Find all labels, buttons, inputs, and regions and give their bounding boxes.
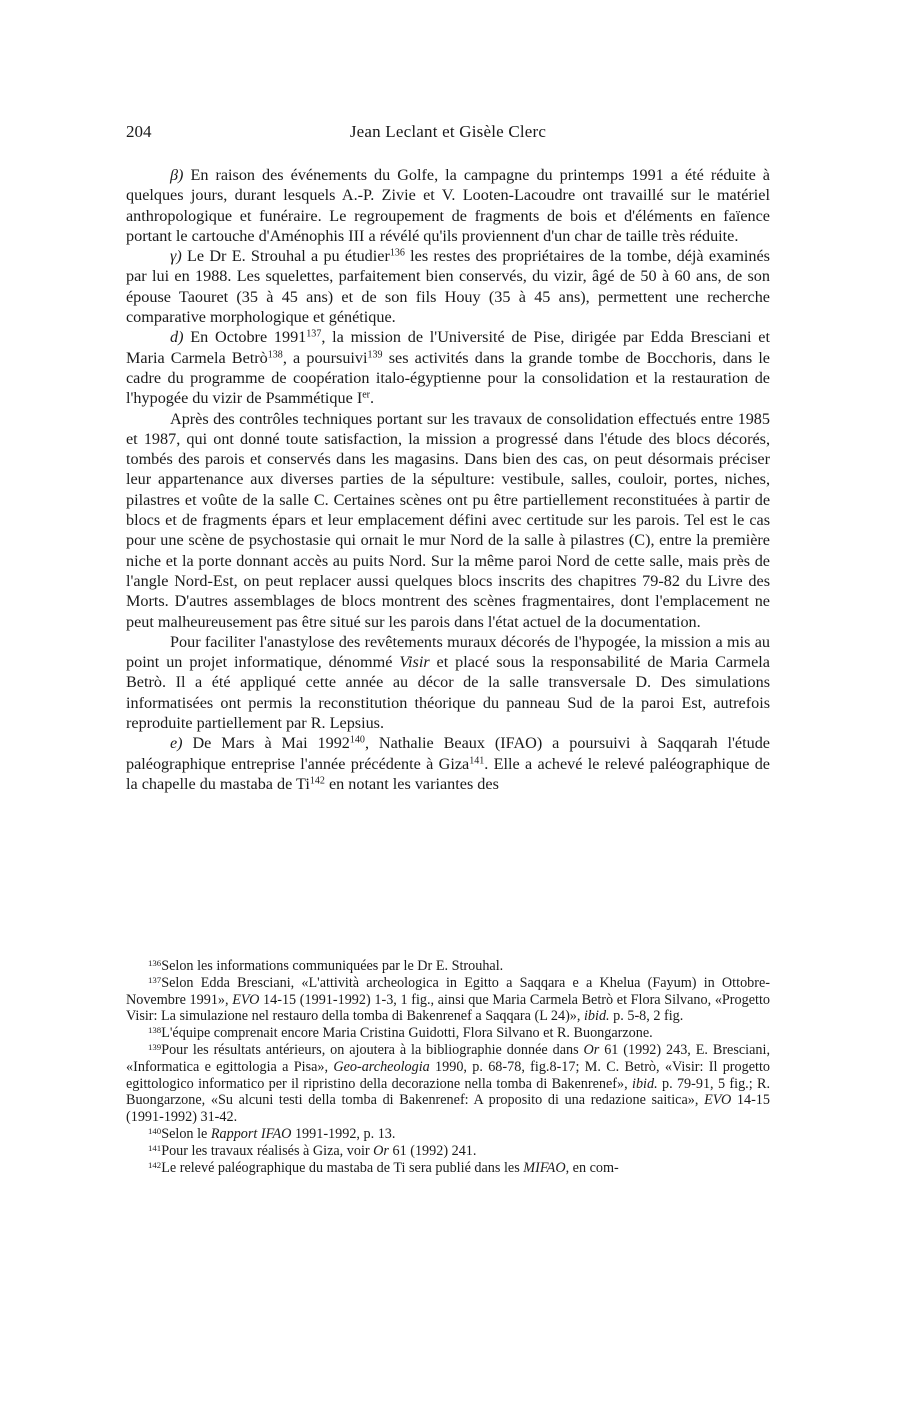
text-run: Selon Edda Bresciani, «L'attività archeologica in Egitto a Saqqara e a Khelua (Fayum) in Ottobre-Novembre 1991», xyxy=(126,974,770,1008)
body-paragraph xyxy=(126,165,770,246)
text-run: En raison des événements du Golfe, la campagne du printemps 1991 a été réduite à quelques jours, durant lesquels A.-P. Zivie et V. Looten-Lacoudre ont travaillé sur le matériel anthropologique et funéraire. Le regroupement de fragments de bois et d'éléments en faïence portant le cartouche d'Aménophis III a révélé qu'ils proviennent d'un char de taille très réduite. xyxy=(126,166,770,245)
text-run: 14-15 (1991-1992) 31-42. xyxy=(126,1092,770,1126)
text-run: Selon le xyxy=(161,1125,211,1142)
text-run: les restes des propriétaires de la tombe, déjà examinés par lui en 1988. Les squelettes, parfaitement bien conservés, du vizir, âgé de 50 à 60 ans, de son épouse Taouret (35 à 45 ans) et de son fils Houy (35 à 45 ans), permettent une recherche comparative morphologique et génétique. xyxy=(126,247,770,327)
footnote-ref: 139 xyxy=(367,349,383,361)
text-run: 14-15 (1991-1992) 1-3, 1 fig., ainsi que Maria Carmela Betrò et Flora Silvano, «Progetto Visir: La simulazione nel restauro della tomba di Bakenrenef a Saqqara (L 24)», xyxy=(126,991,770,1025)
footnote-136 xyxy=(126,958,770,975)
text-run: Le Dr E. Strouhal a pu étudier xyxy=(181,247,390,266)
body-text xyxy=(126,165,770,794)
footnote-ref: 140 xyxy=(349,734,365,746)
footnote-number: 137 xyxy=(148,974,162,985)
text-run: Pour faciliter l'anastylose des revêtements muraux décorés de l'hypogée, la mission a mis au point un projet informatique, dénommé xyxy=(126,632,770,672)
text-run: Après des contrôles techniques portant sur les travaux de consolidation effectués entre 1985 et 1987, qui ont donné toute satisfaction, la mission a progressé dans l'étude des blocs décorés, tombés des parois et conservés dans les magasins. Dans bien des cas, on peut désormais préciser leur appartenance aux diverses parties de la sépulture: vestibule, salles, couloir, portes, niches, pilastres et voûte de la salle C. Certaines scènes ont pu être partiellement reconstituées à partir de blocs et de fragments épars et leur emplacement défini avec certitude sur les parois. Tel est le cas pour une scène de psychostasie qui ornait le mur Nord de la salle à pilastres (C), entre la première niche et la porte donnant accès au puits Nord. Sur la même paroi Nord de cette salle, mais près de l'angle Nord-Est, on peut replacer aussi quelques blocs inscrits des chapitres 79-82 du Livre des Morts. D'autres assemblages de blocs montrent des scènes fragmentaires, dont l'emplacement ne peut malheureusement pas être situé sur les parois dans l'état actuel de la documentation. xyxy=(126,409,770,631)
body-paragraph xyxy=(126,409,770,632)
text-run: p. 79-91, 5 fig.; R. Buongarzone, «Su alcuni testi della tomba di Bakenrenef: A proposito di una redazione saitica», xyxy=(126,1075,771,1109)
text-run: 1991-1992, p. 13. xyxy=(291,1125,396,1142)
footnote-ref: er xyxy=(362,389,371,401)
text-run: Pour les travaux réalisés à Giza, voir xyxy=(161,1142,374,1159)
footnote-ref: 137 xyxy=(306,328,322,340)
text-run: 61 (1992) 243, E. Bresciani, «Informatica e egittologia a Pisa», xyxy=(126,1041,770,1075)
text-run: p. 5-8, 2 fig. xyxy=(609,1008,684,1025)
italic-text: ibid. xyxy=(632,1075,658,1092)
paragraph-marker: e) xyxy=(170,734,183,753)
paragraph-marker: γ) xyxy=(170,247,182,266)
text-run: Selon les informations communiquées par le Dr E. Strouhal. xyxy=(161,958,504,974)
italic-text: Geo-archeologia xyxy=(333,1058,430,1075)
page-number: 204 xyxy=(126,122,152,141)
footnote-137 xyxy=(126,975,770,1025)
italic-text: MIFAO xyxy=(523,1159,566,1176)
body-paragraph xyxy=(126,733,770,794)
text-run: 61 (1992) 241. xyxy=(388,1142,477,1159)
text-run: En Octobre 1991 xyxy=(183,328,307,347)
text-run: , la mission de l'Université de Pise, dirigée par Edda Bresciani et Maria Carmela Betrò xyxy=(126,328,770,367)
running-header xyxy=(126,122,770,144)
text-run: en notant les variantes des xyxy=(324,774,499,793)
body-paragraph xyxy=(126,632,770,733)
footnote-number: 142 xyxy=(148,1159,162,1170)
text-run: L'équipe comprenait encore Maria Cristina Guidotti, Flora Silvano et R. Buongarzone. xyxy=(161,1025,653,1042)
footnote-139 xyxy=(126,1042,770,1126)
footnote-140 xyxy=(126,1126,770,1143)
footnote-number: 139 xyxy=(148,1042,162,1053)
paragraph-marker: β) xyxy=(170,166,184,184)
footnote-ref: 142 xyxy=(309,775,325,787)
italic-text: EVO xyxy=(704,1092,732,1109)
footnote-142 xyxy=(126,1160,770,1177)
footnote-141 xyxy=(126,1143,770,1160)
footnote-ref: 141 xyxy=(469,755,485,767)
text-run: . Elle a achevé le relevé paléographique de la chapelle du mastaba de Ti xyxy=(126,754,770,793)
text-run: Le relevé paléographique du mastaba de Ti sera publié dans les xyxy=(161,1159,524,1176)
footnote-ref: 136 xyxy=(389,247,405,259)
italic-text: EVO xyxy=(232,991,260,1008)
text-run: . xyxy=(370,389,375,408)
italic-text: Visir xyxy=(399,653,430,672)
footnote-138 xyxy=(126,1025,770,1042)
paragraph-marker: d) xyxy=(170,328,184,347)
text-run: Pour les résultats antérieurs, on ajoutera à la bibliographie donnée dans xyxy=(161,1041,584,1058)
footnote-number: 141 xyxy=(148,1142,162,1153)
footnote-number: 140 xyxy=(148,1126,162,1137)
footnotes xyxy=(126,958,770,1176)
text-run: De Mars à Mai 1992 xyxy=(182,734,350,753)
italic-text: Or xyxy=(583,1041,600,1058)
footnote-number: 136 xyxy=(148,958,162,969)
footnote-number: 138 xyxy=(148,1025,162,1036)
body-paragraph xyxy=(126,327,770,408)
text-run: 1990, p. 68-78, fig.8-17; M. C. Betrò, «Visir: Il progetto egittologico informatico per il ripristino della decorazione nella tomba di Bakenrenef», xyxy=(126,1058,770,1092)
body-paragraph xyxy=(126,246,770,327)
italic-text: ibid. xyxy=(583,1008,610,1025)
italic-text: Rapport IFAO xyxy=(210,1125,292,1142)
text-run: et placé sous la responsabilité de Maria Carmela Betrò. Il a été appliqué cette année au décor de la salle transversale D. Des simulations informatisées ont permis la reconstitution théorique du panneau Sud de la paroi Est, autrefois reproduite partiellement par R. Lepsius. xyxy=(126,653,770,733)
text-run: , Nathalie Beaux (IFAO) a poursuivi à Saqqarah l'étude paléographique entreprise l'année précédente à Giza xyxy=(126,734,770,773)
text-run: ses activités dans la grande tombe de Bocchoris, dans le cadre du programme de coopération italo-égyptienne pour la consolidation et la restauration de l'hypogée du vizir de Psammétique I xyxy=(126,348,770,408)
running-title: Jean Leclant et Gisèle Clerc xyxy=(349,122,547,141)
footnote-ref: 138 xyxy=(267,349,283,361)
text-run: , en com- xyxy=(565,1159,619,1176)
italic-text: Or xyxy=(373,1142,389,1159)
text-run: , a poursuivi xyxy=(282,348,368,367)
